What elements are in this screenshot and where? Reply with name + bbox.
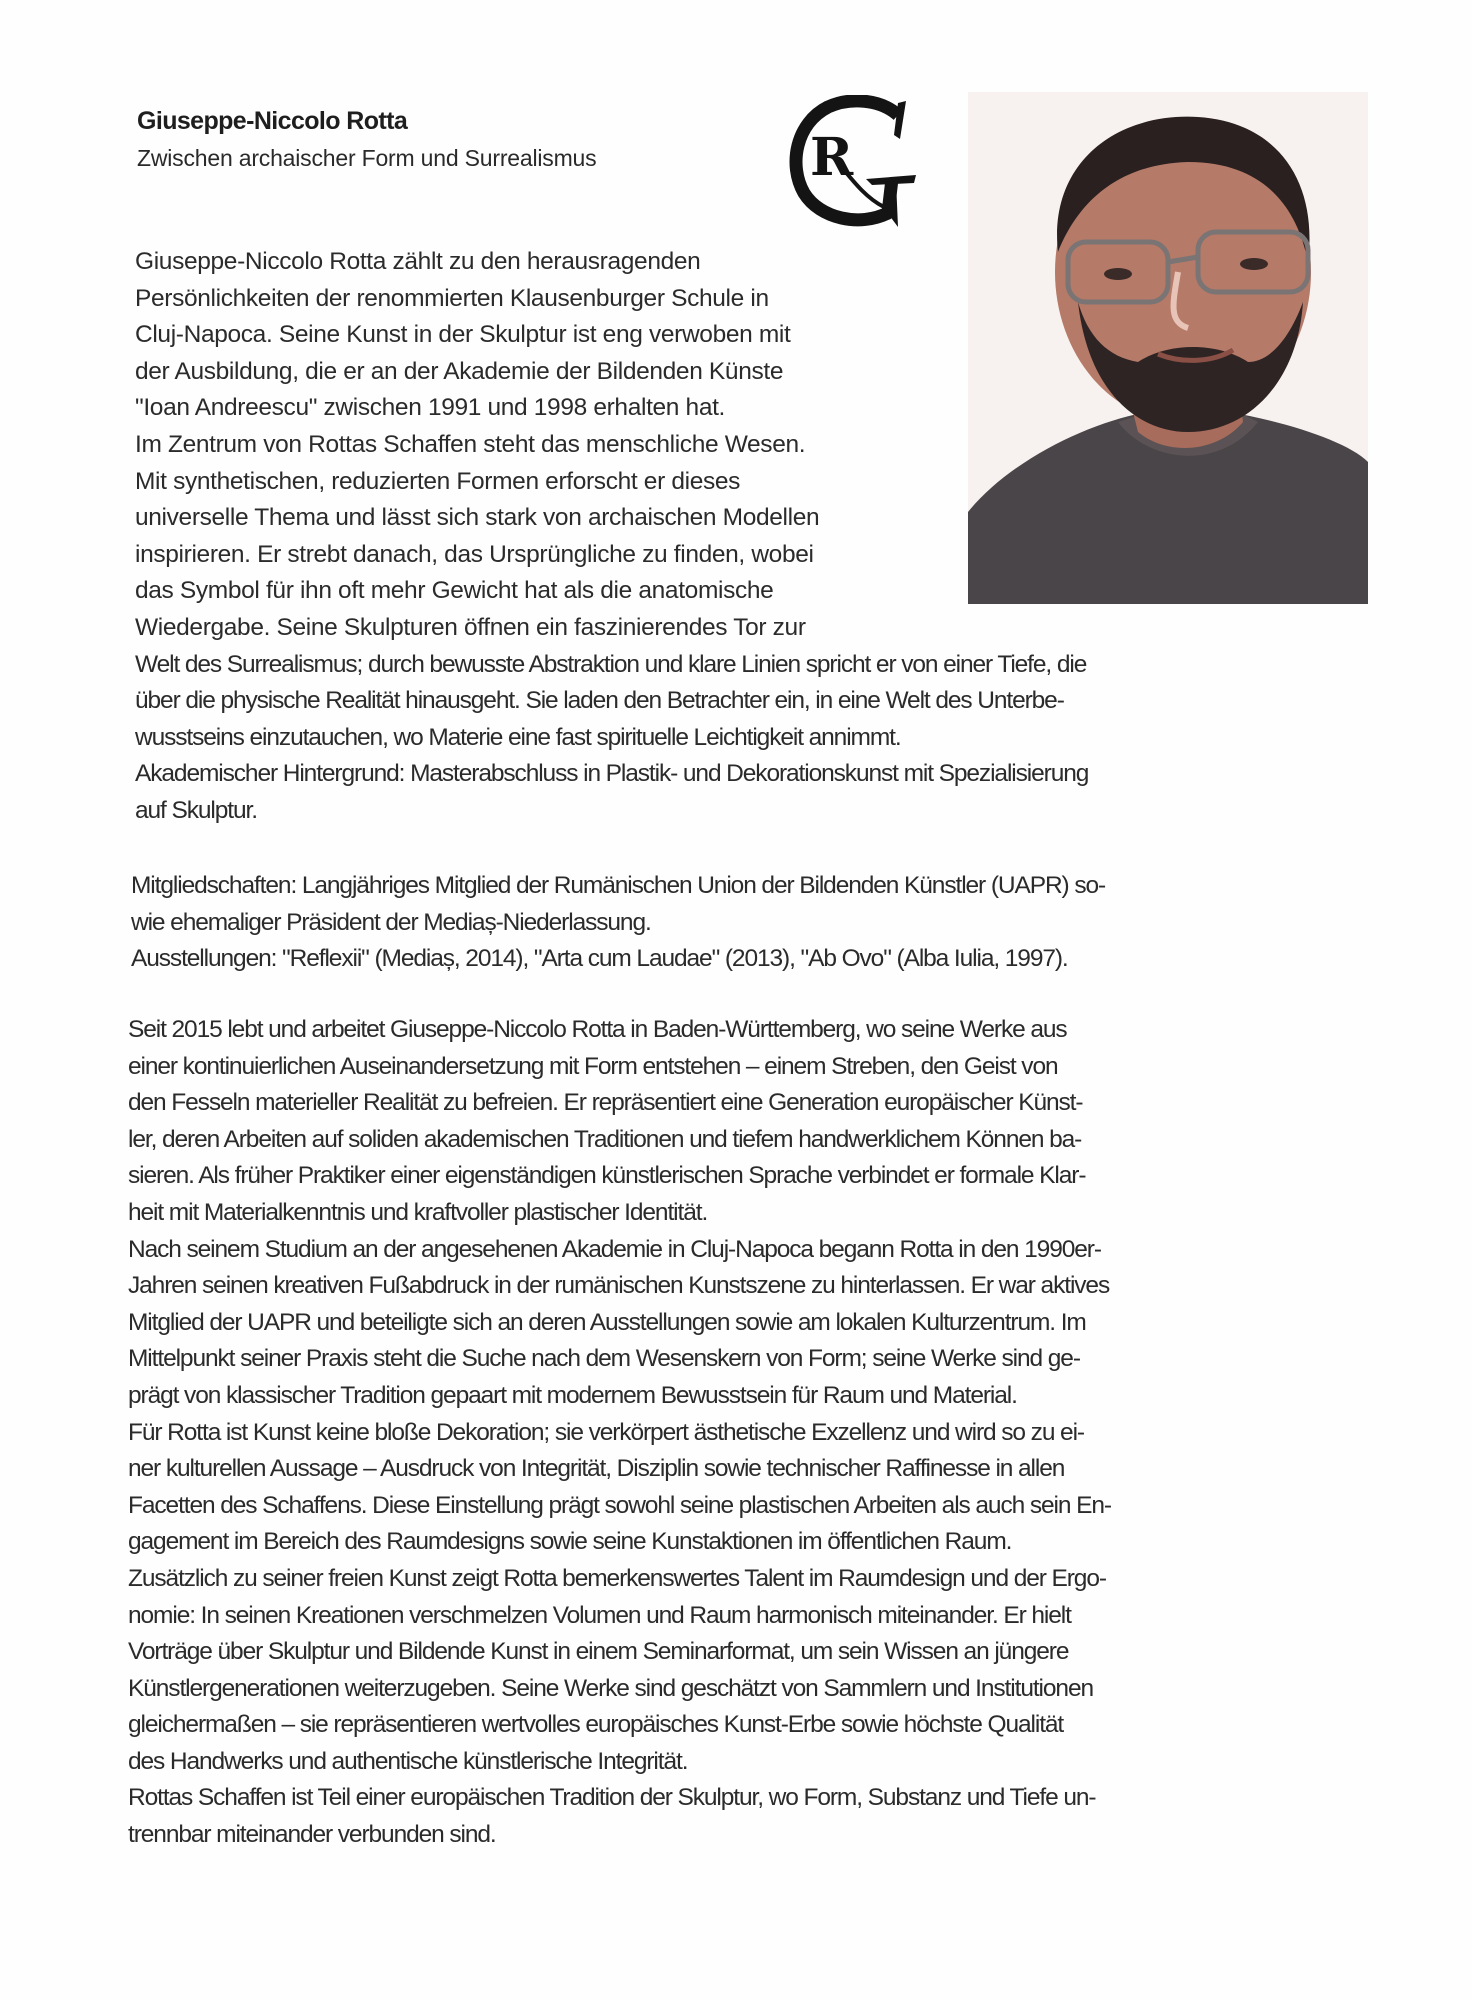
text-line: Cluj-Napoca. Seine Kunst in der Skulptur ist eng verwoben mit — [135, 321, 791, 349]
intro-paragraph — [135, 244, 1088, 830]
text-line: Jahren seinen kreativen Fußabdruck in der rumänischen Kunstszene zu hinterlassen. Er war aktives — [128, 1272, 1110, 1300]
text-line: trennbar miteinander verbunden sind. — [128, 1821, 496, 1849]
text-line: heit mit Materialkenntnis und kraftvoller plastischer Identität. — [128, 1198, 708, 1226]
text-line: gagement im Bereich des Raumdesigns sowie seine Kunstaktionen im öffentlichen Raum. — [128, 1528, 1012, 1556]
text-line: "Ioan Andreescu" zwischen 1991 und 1998 erhalten hat. — [135, 394, 726, 422]
text-line: Giuseppe-Niccolo Rotta zählt zu den herausragenden — [135, 248, 701, 275]
text-line: Künstlergenerationen weiterzugeben. Seine Werke sind geschätzt von Sammlern und Institutionen — [128, 1674, 1093, 1702]
text-line: Mitgliedschaften: Langjähriges Mitglied der Rumänischen Union der Bildenden Künstler (UAPR) so- — [131, 872, 1106, 899]
career-paragraph — [128, 1012, 1111, 1854]
text-line: Im Zentrum von Rottas Schaffen steht das menschliche Wesen. — [135, 430, 806, 458]
text-line: wusstseins einzutauchen, wo Materie eine fast spirituelle Leichtigkeit annimmt. — [135, 723, 901, 751]
page-subtitle: Zwischen archaischer Form und Surrealismus — [137, 145, 597, 171]
text-line: der Ausbildung, die er an der Akademie der Bildenden Künste — [135, 357, 784, 385]
text-line: Wiedergabe. Seine Skulpturen öffnen ein faszinierendes Tor zur — [135, 613, 806, 641]
text-line: Zusätzlich zu seiner freien Kunst zeigt Rotta bemerkenswertes Talent im Raumdesign und der Ergo- — [128, 1564, 1106, 1592]
text-line: einer kontinuierlichen Auseinandersetzung mit Form entstehen – einem Streben, den Geist von — [128, 1052, 1058, 1080]
membership-paragraph — [131, 868, 1105, 978]
text-line: Nach seinem Studium an der angesehenen Akademie in Cluj-Napoca begann Rotta in den 1990er- — [128, 1235, 1101, 1263]
text-line: Rottas Schaffen ist Teil einer europäischen Tradition der Skulptur, wo Form, Substanz und Tiefe un- — [128, 1784, 1096, 1812]
rg-monogram-icon — [780, 95, 925, 230]
page-title: Giuseppe-Niccolo Rotta — [137, 107, 408, 135]
text-line: gleichermaßen – sie repräsentieren wertvolles europäisches Kunst-Erbe sowie höchste Qualität — [128, 1711, 1064, 1739]
text-line: Mitglied der UAPR und beteiligte sich an deren Ausstellungen sowie am lokalen Kulturzentrum. Im — [128, 1308, 1086, 1336]
text-line: Akademischer Hintergrund: Masterabschluss in Plastik- und Dekorationskunst mit Spezialisierung — [135, 760, 1089, 788]
text-line: Welt des Surrealismus; durch bewusste Abstraktion und klare Linien spricht er von einer Tiefe, die — [135, 650, 1087, 678]
text-line: auf Skulptur. — [135, 796, 257, 824]
text-line: Für Rotta ist Kunst keine bloße Dekoration; sie verkörpert ästhetische Exzellenz und wird so zu ei- — [128, 1418, 1084, 1446]
text-line: wie ehemaliger Präsident der Mediaș-Niederlassung. — [131, 908, 651, 936]
text-line: des Handwerks und authentische künstlerische Integrität. — [128, 1747, 688, 1775]
text-line: prägt von klassischer Tradition gepaart mit modernem Bewusstsein für Raum und Material. — [128, 1381, 1017, 1409]
text-line: nomie: In seinen Kreationen verschmelzen Volumen und Raum harmonisch miteinander. Er hielt — [128, 1601, 1071, 1629]
text-line: ler, deren Arbeiten auf soliden akademischen Traditionen und tiefem handwerklichem Können ba- — [128, 1125, 1082, 1153]
text-line: Seit 2015 lebt und arbeitet Giuseppe-Niccolo Rotta in Baden-Württemberg, wo seine Werke aus — [128, 1016, 1067, 1043]
text-line: inspirieren. Er strebt danach, das Ursprüngliche zu finden, wobei — [135, 540, 814, 568]
text-line: Persönlichkeiten der renommierten Klausenburger Schule in — [135, 284, 769, 312]
text-line: Mit synthetischen, reduzierten Formen erforscht er dieses — [135, 467, 741, 495]
svg-text:R: R — [810, 127, 854, 188]
text-line: Mittelpunkt seiner Praxis steht die Suche nach dem Wesenskern von Form; seine Werke sind ge- — [128, 1345, 1080, 1373]
text-line: den Fesseln materieller Realität zu befreien. Er repräsentiert eine Generation europäischer Künst- — [128, 1089, 1083, 1117]
text-line: Facetten des Schaffens. Diese Einstellung prägt sowohl seine plastischen Arbeiten als auch sein En- — [128, 1491, 1111, 1519]
text-line: sieren. Als früher Praktiker einer eigenständigen künstlerischen Sprache verbindet er formale Klar- — [128, 1162, 1086, 1190]
text-line: ner kulturellen Aussage – Ausdruck von Integrität, Disziplin sowie technischer Raffinesse in allen — [128, 1455, 1065, 1483]
text-line: universelle Thema und lässt sich stark von archaischen Modellen — [135, 504, 820, 532]
text-line: über die physische Realität hinausgeht. Sie laden den Betrachter ein, in eine Welt des Unterbe- — [135, 687, 1064, 715]
text-line: das Symbol für ihn oft mehr Gewicht hat als die anatomische — [135, 577, 774, 605]
text-line: Vorträge über Skulptur und Bildende Kunst in einem Seminarformat, um sein Wissen an jüngere — [128, 1638, 1069, 1666]
text-line: Ausstellungen: "Reflexii" (Mediaș, 2014), "Arta cum Laudae" (2013), "Ab Ovo" (Alba Iulia, 1997). — [131, 945, 1068, 973]
